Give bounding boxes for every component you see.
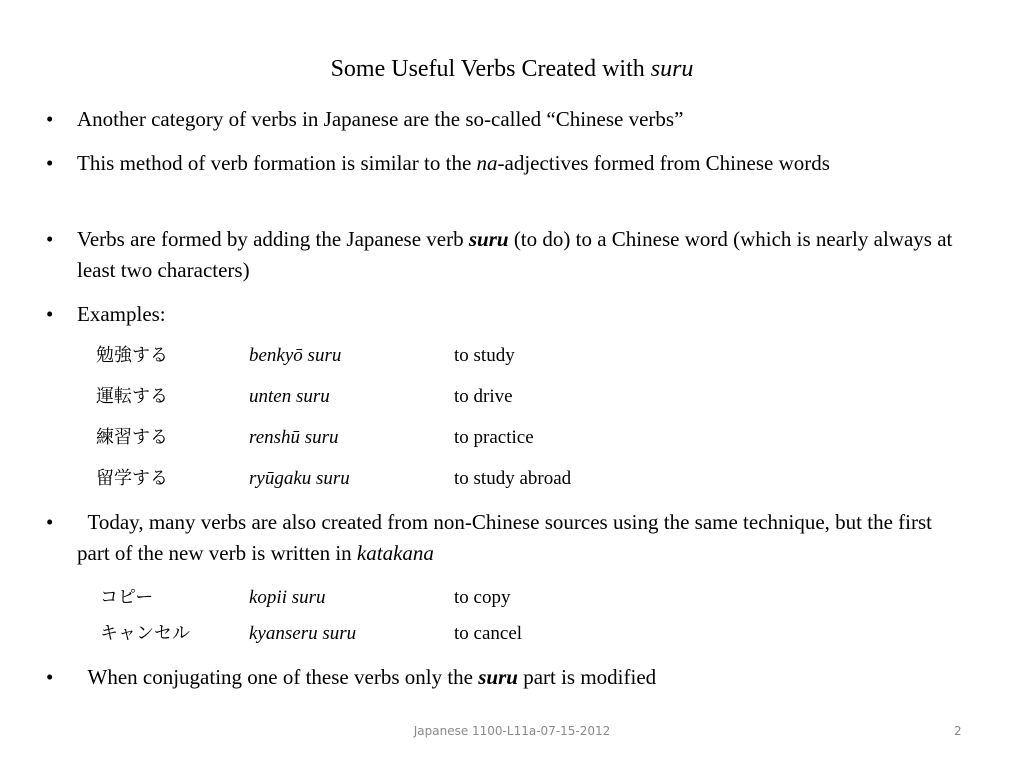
bullet-3-pre: Verbs are formed by adding the Japanese verb (77, 227, 469, 251)
bullet-marker: • (46, 227, 54, 251)
bullet-5 (46, 507, 957, 569)
example-japanese: キャンセル (100, 623, 190, 644)
bullet-5-text (77, 507, 957, 569)
bullet-marker: • (46, 151, 54, 175)
bullet-2-pre: This method of verb formation is similar to the (77, 151, 477, 175)
bullet-2-post: -adjectives formed from Chinese words (497, 151, 830, 175)
example-japanese: 留学する (96, 468, 168, 489)
example-english: to study abroad (454, 468, 572, 489)
bullet-6 (46, 662, 957, 693)
example-english: to practice (454, 427, 534, 448)
slide-footer: Japanese 1100-L11a-07-15-2012 (413, 724, 611, 738)
example-romaji: kyanseru suru (249, 623, 357, 644)
example-romaji: renshū suru (249, 427, 339, 448)
bullet-5-italic: katakana (356, 541, 434, 565)
page-number: 2 (954, 724, 962, 738)
title-italic: suru (650, 56, 694, 82)
bullet-2-text (77, 148, 957, 179)
example-japanese: 勉強する (96, 345, 168, 366)
bullet-6-post: part is modified (517, 665, 657, 689)
example-japanese: 練習する (96, 427, 168, 448)
example-english: to drive (454, 386, 513, 407)
example-japanese: コピー (100, 587, 154, 608)
example-romaji: kopii suru (249, 587, 326, 608)
example-english: to copy (454, 587, 511, 608)
bullet-marker: • (46, 665, 54, 689)
bullet-1-text: Another category of verbs in Japanese are the so-called “Chinese verbs” (77, 107, 684, 131)
bullet-6-emphasis: suru (478, 665, 518, 689)
example-english: to study (454, 345, 515, 366)
bullet-3-post: (to do) to a Chinese word (which is nearly always at least two characters) (77, 227, 953, 282)
bullet-marker: • (46, 107, 54, 131)
bullet-6-text (77, 662, 957, 693)
bullet-marker: • (46, 510, 54, 534)
example-romaji: ryūgaku suru (249, 468, 350, 489)
bullet-5-pre: Today, many verbs are also created from non-Chinese sources using the same technique, but the first part of the new verb is written in (77, 510, 932, 565)
example-romaji: unten suru (249, 386, 330, 407)
bullet-1 (46, 104, 957, 135)
example-romaji: benkyō suru (249, 345, 342, 366)
slide-title (0, 54, 1024, 84)
bullet-3 (46, 224, 957, 286)
bullet-2 (46, 148, 957, 179)
title-text: Some Useful Verbs Created with (330, 56, 651, 82)
example-japanese: 運転する (96, 386, 168, 407)
bullet-4 (46, 299, 957, 330)
bullet-marker: • (46, 302, 54, 326)
example-english: to cancel (454, 623, 523, 644)
bullet-6-pre: When conjugating one of these verbs only the (87, 665, 479, 689)
bullet-3-emphasis: suru (468, 227, 509, 251)
bullet-3-text (77, 224, 957, 286)
bullet-4-text: Examples: (77, 302, 166, 326)
bullet-2-italic: na (476, 151, 498, 175)
